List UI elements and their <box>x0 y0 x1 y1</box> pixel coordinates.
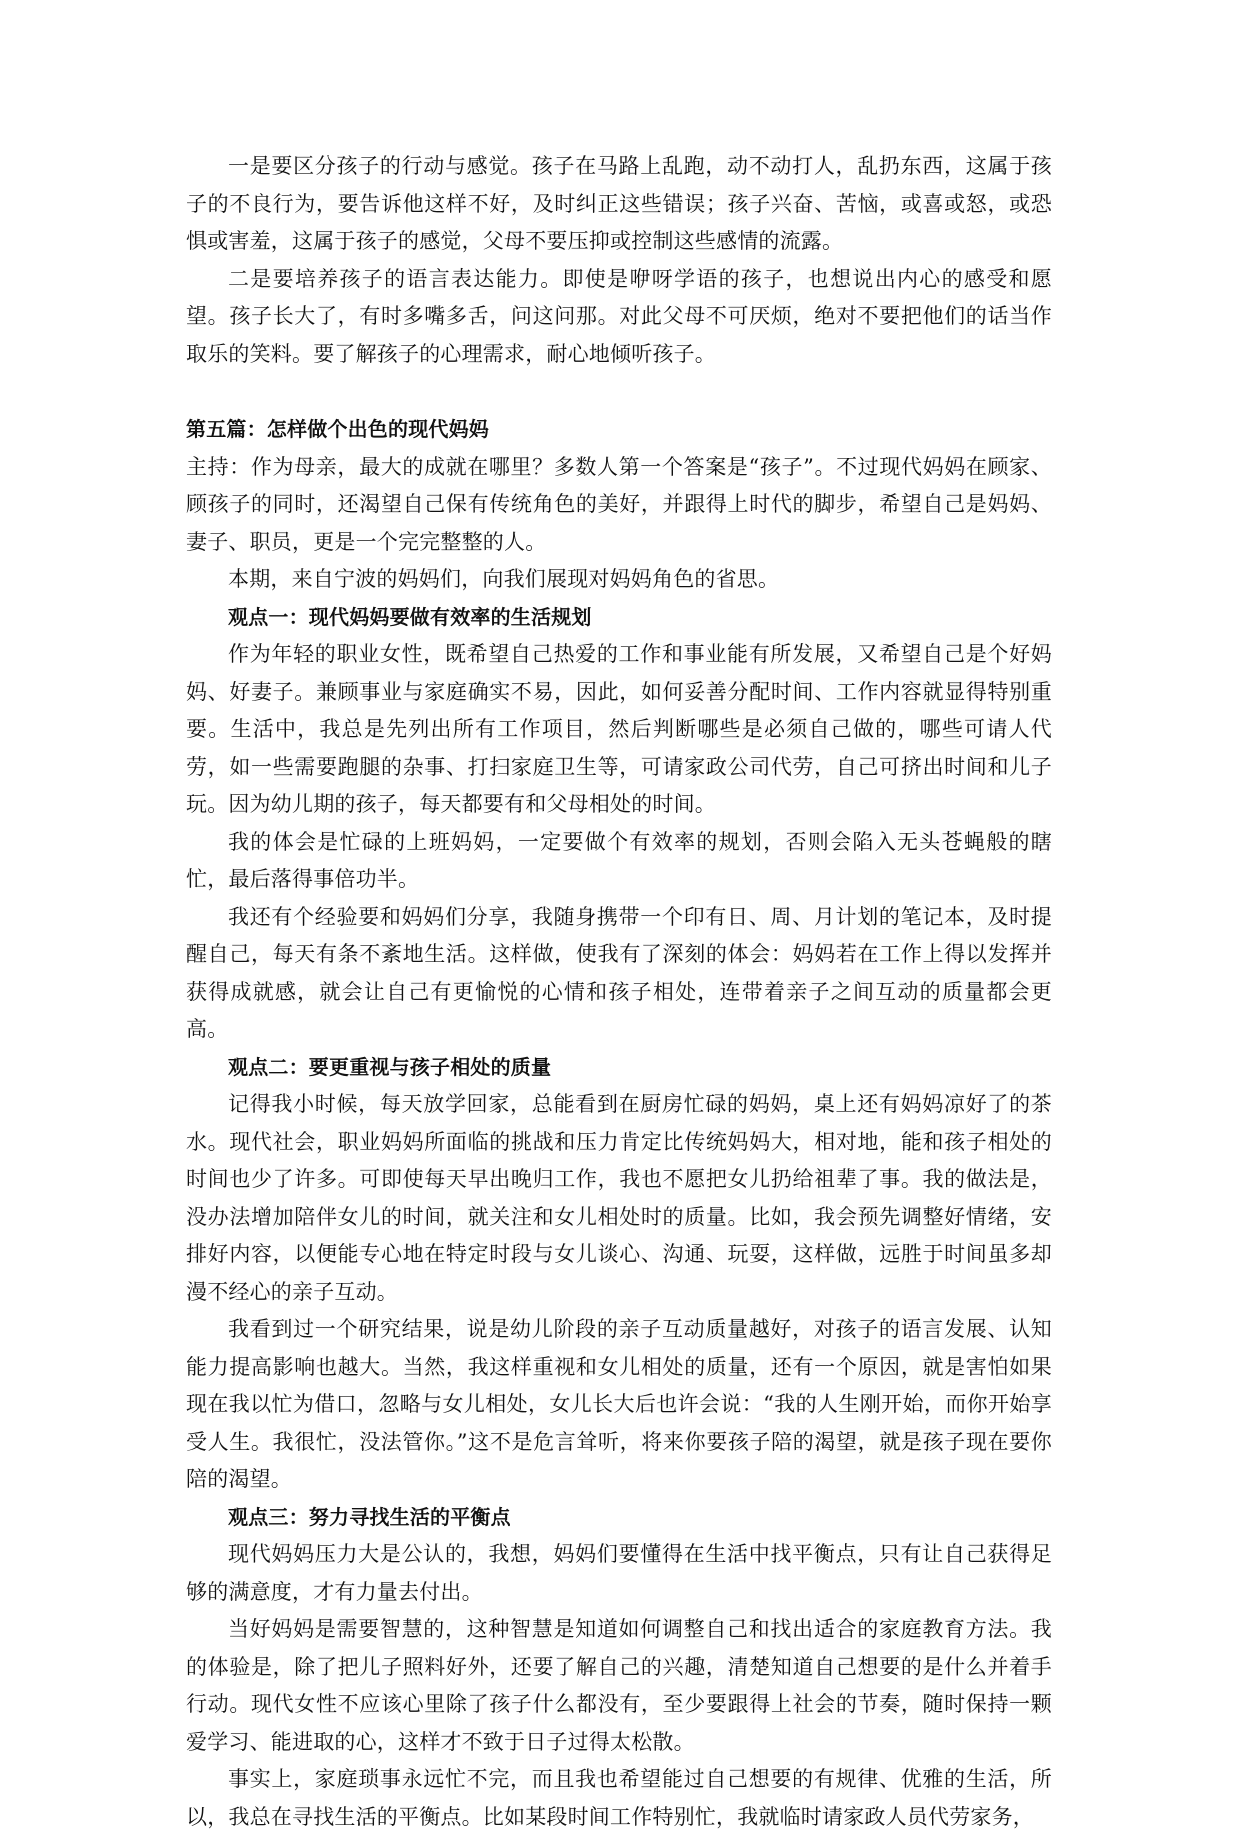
viewpoint-2-paragraph: 记得我小时候，每天放学回家，总能看到在厨房忙碌的妈妈，桌上还有妈妈凉好了的茶水。现代社会，职业妈妈所面临的挑战和压力肯定比传统妈妈大，相对地，能和孩子相处的时间也少了许多。可即使每天早出晚归工作，我也不愿把女儿扔给祖辈了事。我的做法是，没办法增加陪伴女儿的时间，就关注和女儿相处时的质量。比如，我会预先调整好情绪，安排好内容，以便能专心地在特定时段与女儿谈心、沟通、玩耍，这样做，远胜于时间虽多却漫不经心的亲子互动。 <box>186 1092 1052 1304</box>
viewpoint-1-paragraph: 我的体会是忙碌的上班妈妈，一定要做个有效率的规划，否则会陷入无头苍蝇般的瞎忙，最后落得事倍功半。 <box>186 829 1052 891</box>
viewpoint-3-paragraph: 当好妈妈是需要智慧的，这种智慧是知道如何调整自己和找出适合的家庭教育方法。我的体验是，除了把儿子照料好外，还要了解自己的兴趣，清楚知道自己想要的是什么并着手行动。现代女性不应该心里除了孩子什么都没有，至少要跟得上社会的节奏，随时保持一颗爱学习、能进取的心，这样才不致于日子过得太松散。 <box>186 1617 1052 1754</box>
viewpoint-3-paragraph: 现代妈妈压力大是公认的，我想，妈妈们要懂得在生活中找平衡点，只有让自己获得足够的满意度，才有力量去付出。 <box>186 1542 1052 1604</box>
paragraph-distinguish-actions-feelings: 一是要区分孩子的行动与感觉。孩子在马路上乱跑，动不动打人，乱扔东西，这属于孩子的不良行为，要告诉他这样不好，及时纠正这些错误；孩子兴奋、苦恼，或喜或怒，或恐惧或害羞，这属于孩子的感觉，父母不要压抑或控制这些感情的流露。 <box>186 154 1052 253</box>
paragraph-language-expression: 二是要培养孩子的语言表达能力。即使是咿呀学语的孩子，也想说出内心的感受和愿望。孩子长大了，有时多嘴多舌，问这问那。对此父母不可厌烦，绝对不要把他们的话当作取乐的笑料。要了解孩子的心理需求，耐心地倾听孩子。 <box>186 266 1052 366</box>
document-page <box>186 148 1052 1836</box>
section-title: 第五篇：怎样做个出色的现代妈妈 <box>186 417 489 441</box>
viewpoint-1-paragraph: 作为年轻的职业女性，既希望自己热爱的工作和事业能有所发展，又希望自己是个好妈妈、好妻子。兼顾事业与家庭确实不易，因此，如何妥善分配时间、工作内容就显得特别重要。生活中，我总是先列出所有工作项目，然后判断哪些是必须自己做的，哪些可请人代劳，如一些需要跑腿的杂事、打扫家庭卫生等，可请家政公司代劳，自己可挤出时间和儿子玩。因为幼儿期的孩子，每天都要有和父母相处的时间。 <box>186 642 1052 816</box>
viewpoint-1-title: 观点一：现代妈妈要做有效率的生活规划 <box>228 604 592 629</box>
viewpoint-3-paragraph: 事实上，家庭琐事永远忙不完，而且我也希望能过自己想要的有规律、优雅的生活，所以，我总在寻找生活的平衡点。比如某段时间工作特别忙，我就临时请家政人员代劳家务， <box>186 1767 1052 1829</box>
viewpoint-2-paragraph: 我看到过一个研究结果，说是幼儿阶段的亲子互动质量越好，对孩子的语言发展、认知能力提高影响也越大。当然，我这样重视和女儿相处的质量，还有一个原因，就是害怕如果现在我以忙为借口，忽略与女儿相处，女儿长大后也许会说：“我的人生刚开始，而你开始享受人生。我很忙，没法管你。”这不是危言耸听，将来你要孩子陪的渴望，就是孩子现在要你陪的渴望。 <box>186 1317 1052 1491</box>
viewpoint-3-title: 观点三：努力寻找生活的平衡点 <box>228 1504 511 1529</box>
viewpoint-1-paragraph: 我还有个经验要和妈妈们分享，我随身携带一个印有日、周、月计划的笔记本，及时提醒自己，每天有条不紊地生活。这样做，使我有了深刻的体会：妈妈若在工作上得以发挥并获得成就感，就会让自己有更愉悦的心情和孩子相处，连带着亲子之间互动的质量都会更高。 <box>186 904 1052 1041</box>
viewpoint-2-title: 观点二：要更重视与孩子相处的质量 <box>228 1054 552 1079</box>
section-intro: 主持：作为母亲，最大的成就在哪里？多数人第一个答案是“孩子”。不过现代妈妈在顾家、顾孩子的同时，还渴望自己保有传统角色的美好，并跟得上时代的脚步，希望自己是妈妈、妻子、职员，更是一个完完整整的人。 <box>186 454 1052 554</box>
section-lead: 本期，来自宁波的妈妈们，向我们展现对妈妈角色的省思。 <box>228 567 780 591</box>
